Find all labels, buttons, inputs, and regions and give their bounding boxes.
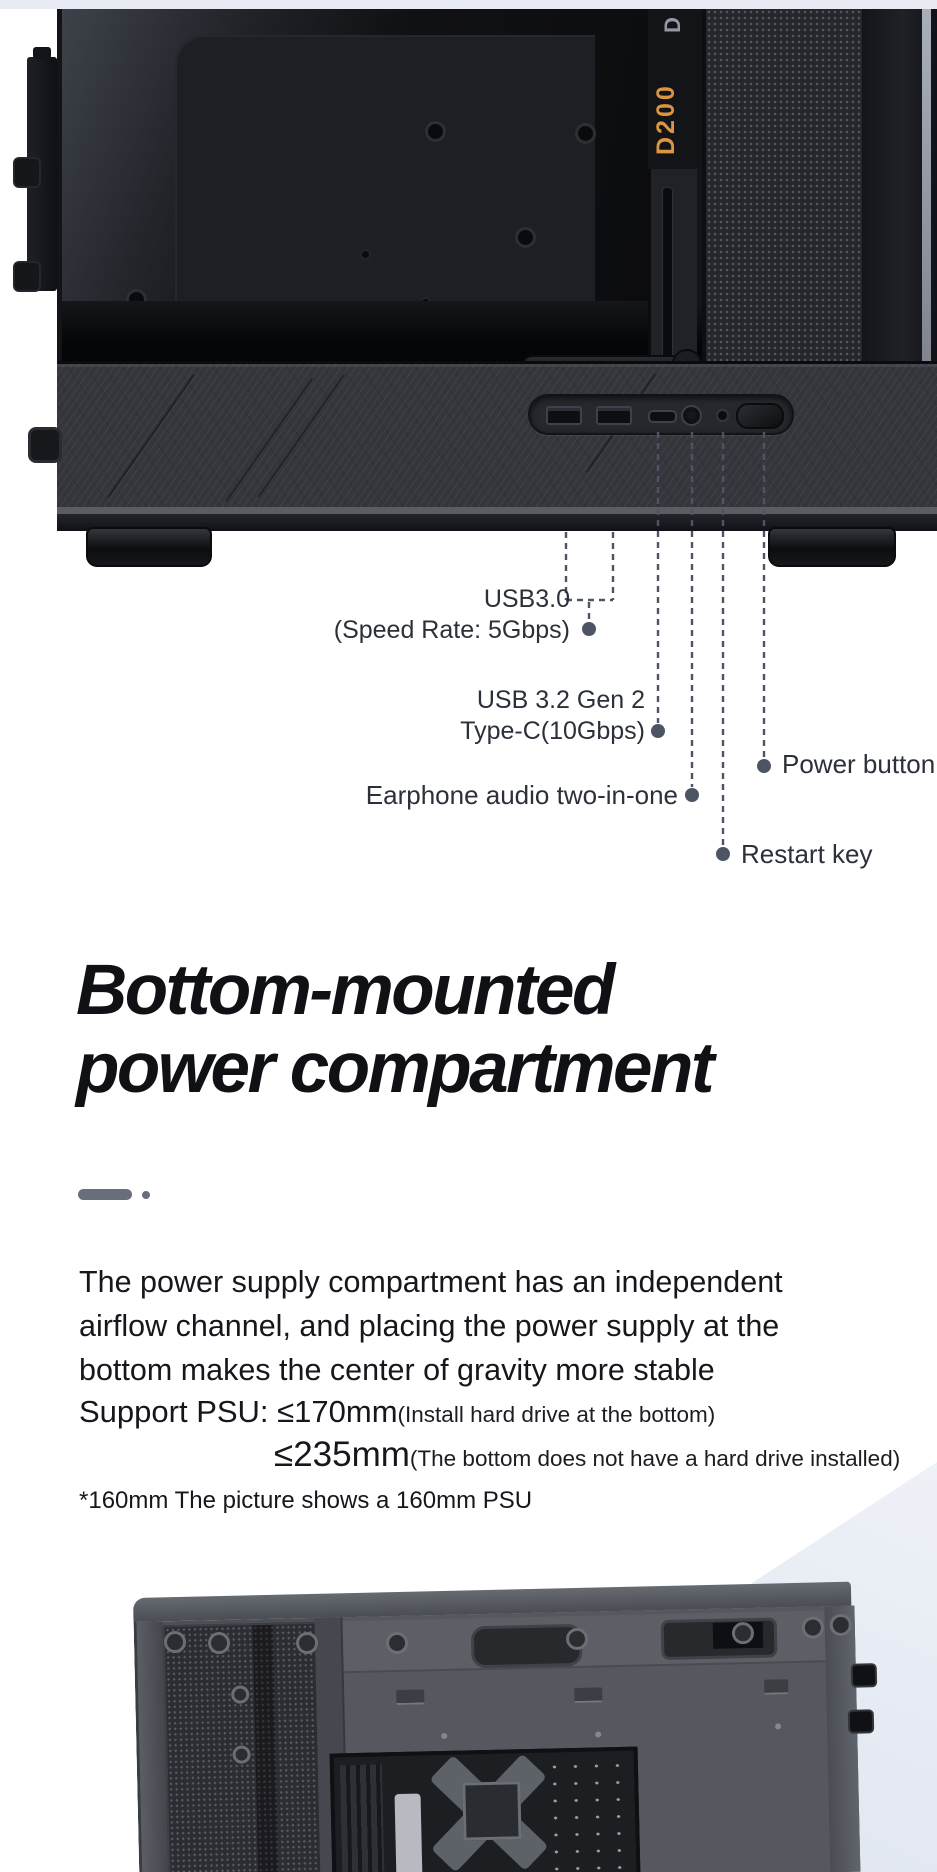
paragraph-line2: airflow channel, and placing the power supply at the: [79, 1309, 780, 1343]
usb-bracket-line: [566, 532, 613, 620]
ram-slots: [340, 1764, 385, 1872]
model-label: D200: [652, 83, 680, 155]
paragraph-line1: The power supply compartment has an independent: [79, 1265, 783, 1299]
screw-hole: [515, 227, 536, 248]
usb-dot: [582, 622, 596, 636]
accent-dash: [78, 1189, 132, 1200]
callout-typec-line2: Type-C(10Gbps): [460, 717, 645, 745]
psu-spec-170: [79, 1394, 715, 1430]
psu-label: Support PSU:: [79, 1394, 278, 1429]
psu-note-235: (The bottom does not have a hard drive installed): [409, 1446, 901, 1471]
hinge-nub: [33, 47, 51, 59]
paragraph-line3: bottom makes the center of gravity more stable: [79, 1353, 715, 1387]
callout-typec-line1: USB 3.2 Gen 2: [476, 686, 645, 714]
hinge-knob-bottom: [13, 261, 41, 292]
screw-hole: [425, 121, 446, 142]
label-strip: [395, 1794, 424, 1872]
case-back-panel: [175, 35, 595, 301]
top-strip: [0, 0, 937, 9]
mount-slot: [764, 1679, 788, 1695]
psu-value-170: ≤170mm: [277, 1394, 398, 1429]
section-paragraph: [79, 1260, 783, 1392]
usb-c-dot: [651, 724, 665, 738]
mount-slot: [574, 1687, 602, 1703]
psu-note-170: (Install hard drive at the bottom): [397, 1402, 716, 1427]
vent-slot: [360, 249, 371, 260]
thumbscrew-right-top: [851, 1663, 878, 1688]
section-heading: [76, 952, 712, 1108]
mount-slot: [396, 1689, 424, 1705]
callout-restart-key: Restart key: [741, 839, 873, 869]
callout-usb3-line1: USB3.0: [483, 585, 570, 613]
thumbscrew-right-bottom: [848, 1709, 875, 1734]
screw-hole: [575, 123, 596, 144]
callout-usb3-line2: (Speed Rate: 5Gbps): [333, 616, 570, 644]
psu-footnote: *160mm The picture shows a 160mm PSU: [79, 1487, 533, 1514]
callout-power-button: Power button: [782, 749, 936, 779]
cpu-socket: [462, 1781, 521, 1840]
callout-typec: [460, 685, 645, 747]
case-interior-photo: [0, 1560, 937, 1872]
rear-wall: [824, 1606, 860, 1872]
restart-dot: [716, 847, 730, 861]
cable-grommet-1: [471, 1624, 583, 1669]
heading-line1: Bottom-mounted: [76, 951, 613, 1030]
hinge-knob-top: [13, 157, 41, 188]
psu-value-235: ≤235mm: [274, 1435, 410, 1474]
motherboard: [330, 1747, 641, 1872]
standoff-hole: [595, 1731, 601, 1737]
accent-dot: [142, 1191, 150, 1199]
case-interior: [133, 1582, 857, 1872]
audio-dot: [685, 788, 699, 802]
standoff-hole: [441, 1733, 447, 1739]
heading-line2: power compartment: [76, 1029, 713, 1108]
model-label-partial: D: [660, 17, 685, 33]
callout-earphone: Earphone audio two-in-one: [365, 780, 678, 810]
callout-usb3: [334, 584, 570, 646]
standoff-hole: [775, 1723, 781, 1729]
solder-points: [544, 1757, 631, 1872]
power-dot: [757, 759, 771, 773]
glass-bottom-shadow: [62, 301, 702, 361]
case-interior-body: [134, 1606, 861, 1872]
